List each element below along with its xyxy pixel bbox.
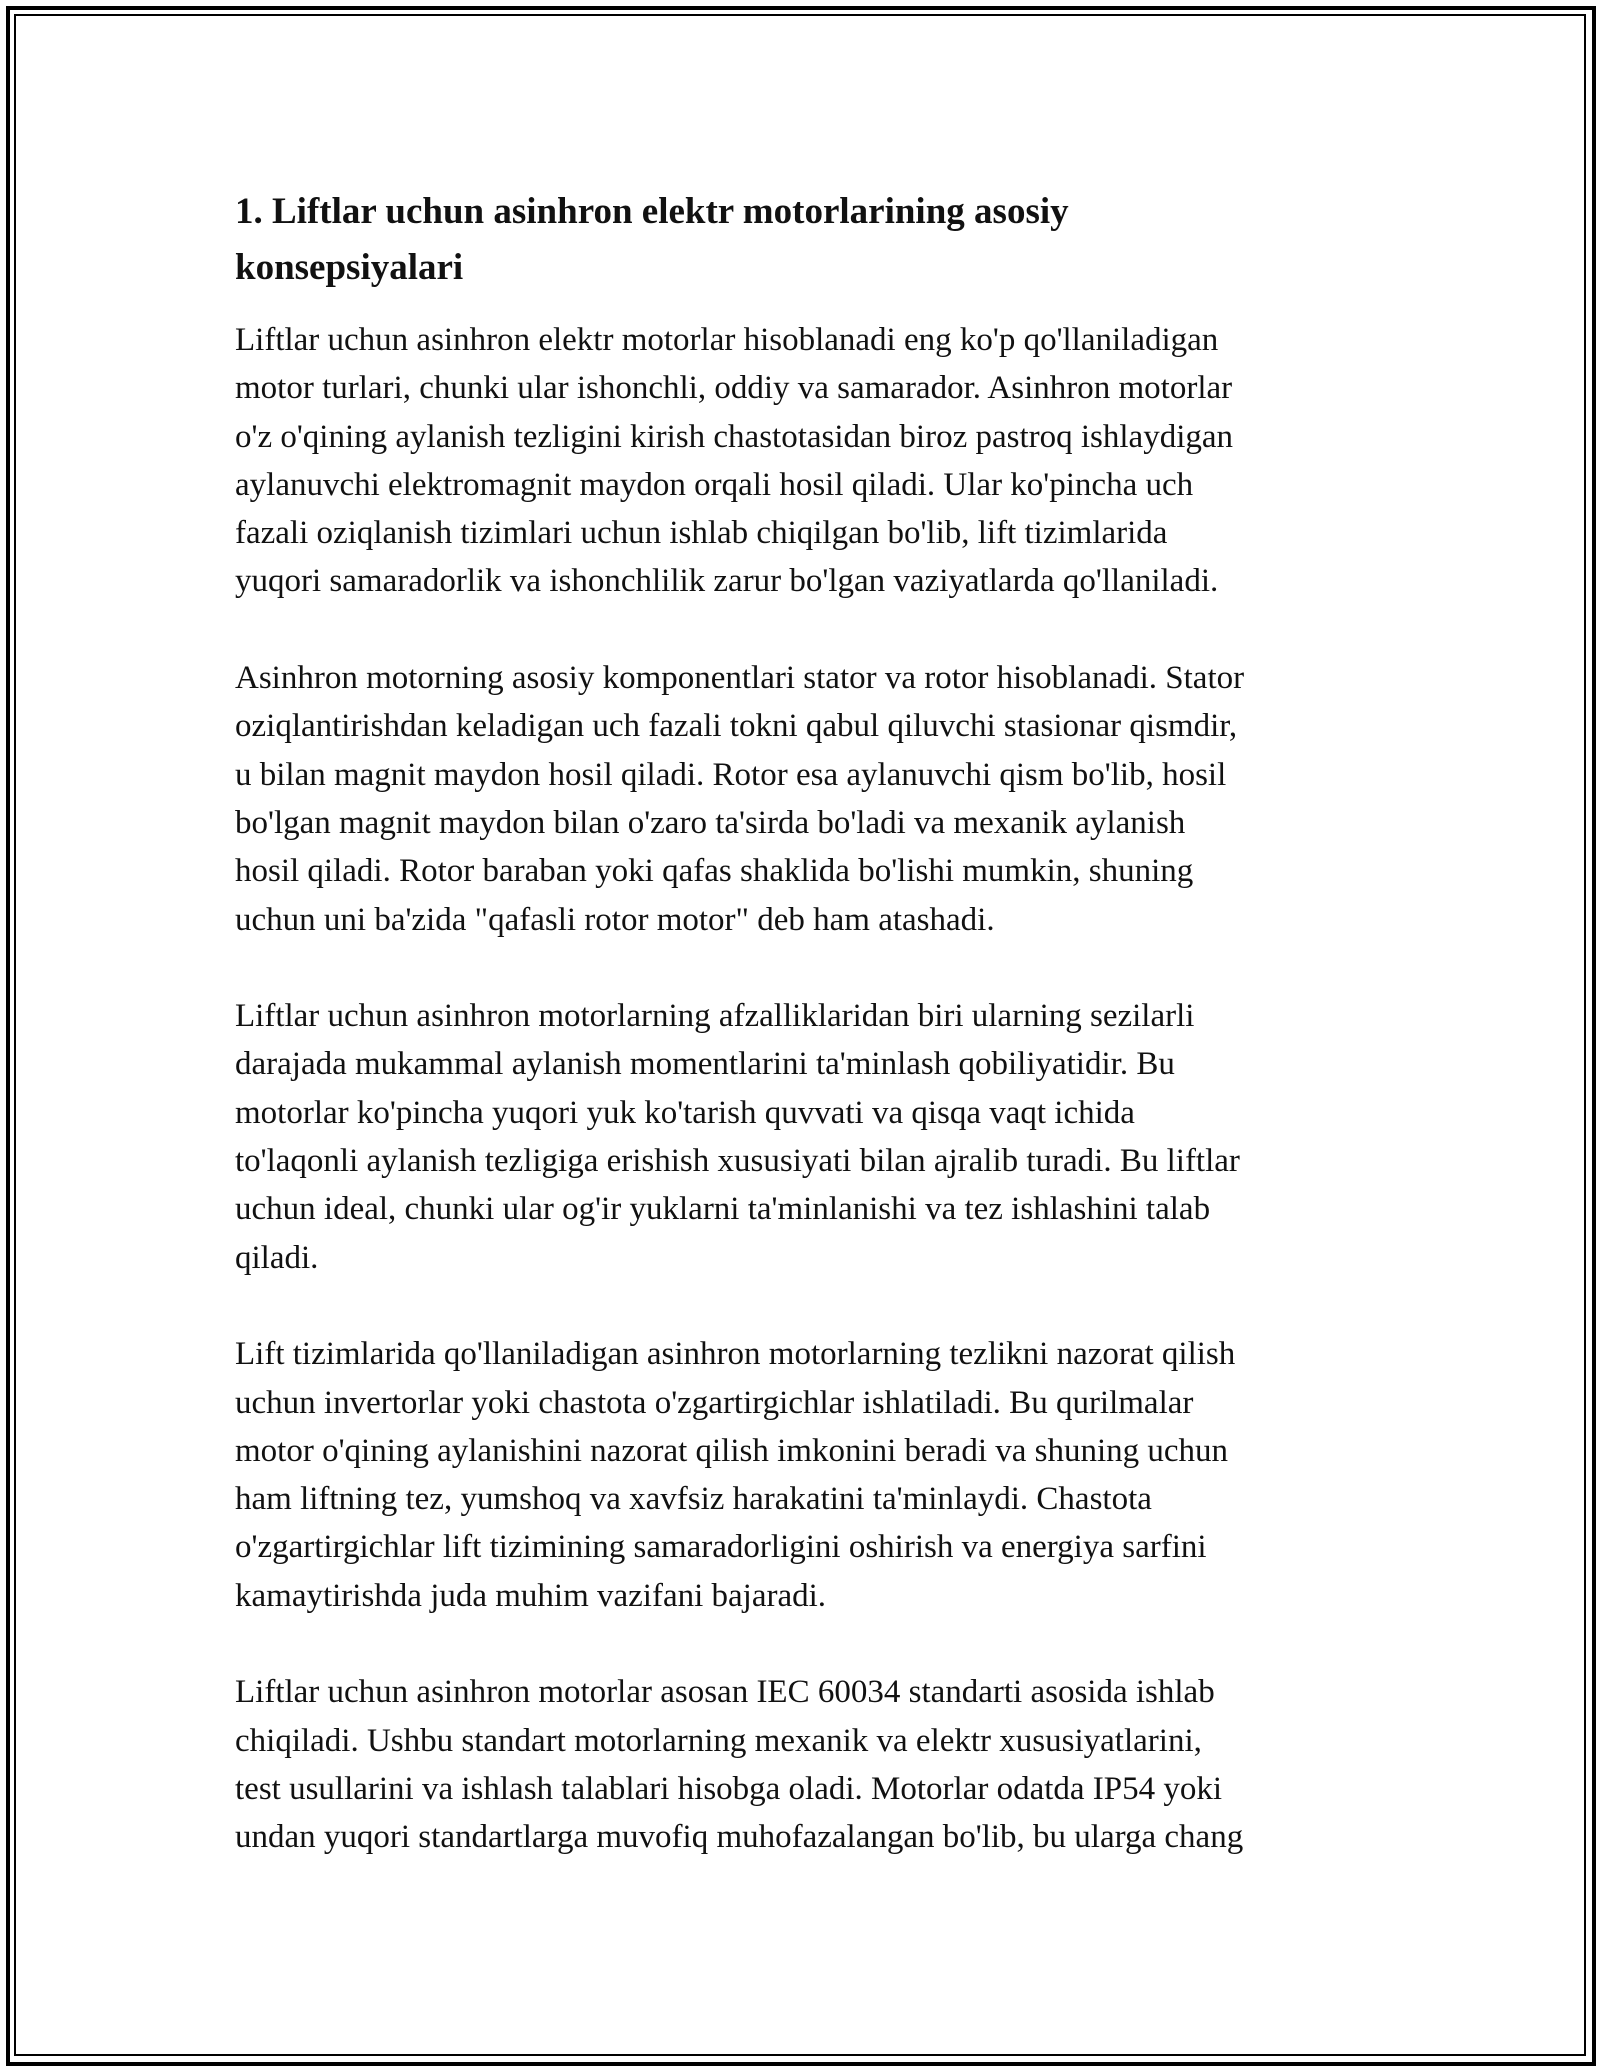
paragraph-1: Liftlar uchun asinhron elektr motorlar hisoblanadi eng ko'p qo'llaniladigan motor turlari, chunki ular ishonchli, oddiy va samarador. Asinhron motorlar o'z o'qining aylanish tezligini kirish chastotasidan biroz pastroq ishlaydigan aylanuvchi elektromagnit maydon orqali hosil qiladi. Ular ko'pincha uch fazali oziqlanish tizimlari uchun ishlab chiqilgan bo'lib, lift tizimlarida yuqori samaradorlik va ishonchlilik zarur bo'lgan vaziyatlarda qo'llaniladi. xyxy=(235,322,1234,600)
paragraph-3: Liftlar uchun asinhron motorlarning afzalliklaridan biri ularning sezilarli darajada mukammal aylanish momentlarini ta'minlash qobiliyatidir. Bu motorlar ko'pincha yuqori yuk ko'tarish quvvati va qisqa vaqt ichida to'laqonli aylanish tezligiga erishish xususiyati bilan ajralib turadi. Bu liftlar uchun ideal, chunki ular og'ir yuklarni ta'minlanishi va tez ishlashini talab qiladi. xyxy=(235,998,1240,1276)
document-body xyxy=(235,184,1365,1910)
paragraph-2: Asinhron motorning asosiy komponentlari stator va rotor hisoblanadi. Stator oziqlantirishdan keladigan uch fazali tokni qabul qiluvchi stasionar qismdir, u bilan magnit maydon hosil qiladi. Rotor esa aylanuvchi qism bo'lib, hosil bo'lgan magnit maydon bilan o'zaro ta'sirda bo'ladi va mexanik aylanish hosil qiladi. Rotor baraban yoki qafas shaklida bo'lishi mumkin, shuning uchun uni ba'zida "qafasli rotor motor" deb ham atashadi. xyxy=(235,660,1245,938)
paragraph-4: Lift tizimlarida qo'llaniladigan asinhron motorlarning tezlikni nazorat qilish uchun invertorlar yoki chastota o'zgartirgichlar ishlatiladi. Bu qurilmalar motor o'qining aylanishini nazorat qilish imkonini beradi va shuning uchun ham liftning tez, yumshoq va xavfsiz harakatini ta'minlaydi. Chastota o'zgartirgichlar lift tizimining samaradorligini oshirish va energiya sarfini kamaytirishda juda muhim vazifani bajaradi. xyxy=(235,1336,1236,1614)
paragraph-5: Liftlar uchun asinhron motorlar asosan IEC 60034 standarti asosida ishlab chiqiladi. Ushbu standart motorlarning mexanik va elektr xususiyatlarini, test usullarini va ishlash talablari hisobga oladi. Motorlar odatda IP54 yoki undan yuqori standartlarga muvofiq muhofazalangan bo'lib, bu ularga chang xyxy=(235,1674,1244,1856)
section-title: 1. Liftlar uchun asinhron elektr motorlarining asosiy konsepsiyalari xyxy=(235,191,1069,288)
